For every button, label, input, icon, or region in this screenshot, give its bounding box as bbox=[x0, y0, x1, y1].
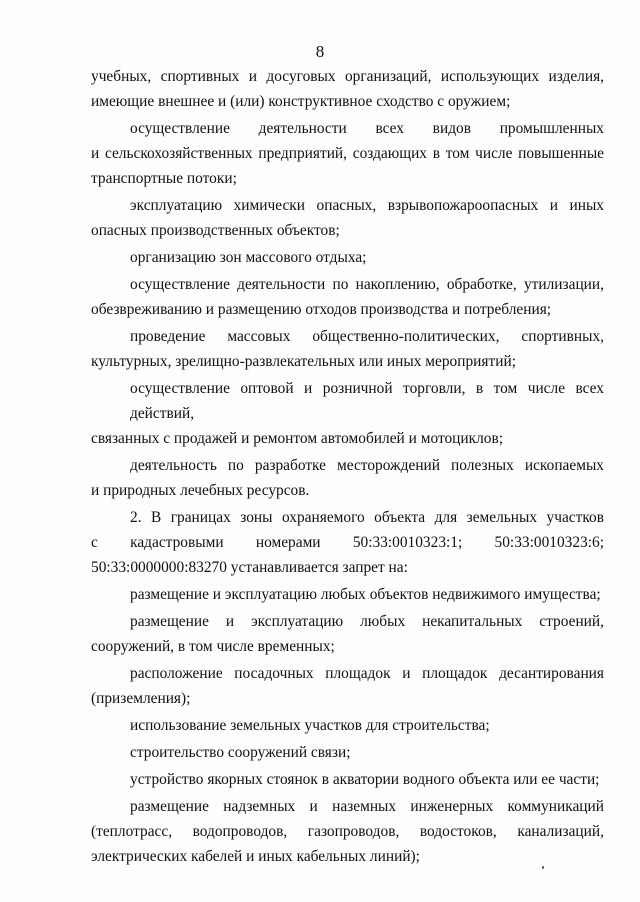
text-line: размещение и эксплуатацию любых некапитальных строений, bbox=[130, 613, 604, 630]
text-line: эксплуатацию химически опасных, взрывопожароопасных и иных bbox=[130, 197, 604, 214]
text-line: осуществление оптовой и розничной торговли, в том числе всех действий, bbox=[130, 380, 604, 422]
paragraph bbox=[91, 272, 604, 322]
paragraph bbox=[91, 245, 604, 270]
document-body bbox=[91, 64, 604, 871]
paragraph bbox=[91, 582, 604, 607]
text-line: (теплотрасс, водопроводов, газопроводов, водостоков, канализаций, bbox=[91, 823, 604, 840]
text-line: деятельность по разработке месторождений полезных ископаемых bbox=[130, 457, 604, 474]
page-number: 8 bbox=[315, 42, 325, 61]
paragraph bbox=[91, 661, 604, 711]
paragraph bbox=[91, 376, 604, 451]
text-line: 50:33:0000000:83270 устанавливается запрет на: bbox=[91, 559, 408, 576]
text-line: использование земельных участков для строительства; bbox=[130, 717, 490, 734]
text-line: размещение надземных и наземных инженерных коммуникаций bbox=[130, 798, 604, 815]
text-line: осуществление деятельности по накоплению, обработке, утилизации, bbox=[130, 276, 604, 293]
paragraph bbox=[91, 324, 604, 374]
text-line: осуществление деятельности всех видов промышленных bbox=[130, 120, 604, 137]
paragraph bbox=[91, 64, 604, 114]
text-line: имеющие внешнее и (или) конструктивное сходство с оружием; bbox=[91, 93, 511, 110]
paragraph bbox=[91, 609, 604, 659]
text-line: и сельскохозяйственных предприятий, создающих в том числе повышенные bbox=[91, 145, 604, 162]
paragraph bbox=[91, 453, 604, 503]
paragraph bbox=[91, 116, 604, 191]
text-line: и природных лечебных ресурсов. bbox=[91, 482, 310, 499]
text-line: устройство якорных стоянок в акватории водного объекта или ее части; bbox=[130, 771, 600, 788]
text-line: культурных, зрелищно-развлекательных или иных мероприятий; bbox=[91, 353, 516, 370]
paragraph bbox=[91, 767, 604, 792]
text-line: проведение массовых общественно-политических, спортивных, bbox=[130, 328, 604, 345]
text-line: строительство сооружений связи; bbox=[130, 744, 351, 761]
text-line: с кадастровыми номерами 50:33:0010323:1; 50:33:0010323:6; bbox=[91, 534, 604, 551]
text-line: транспортные потоки; bbox=[91, 170, 237, 187]
paragraph bbox=[91, 713, 604, 738]
text-line: связанных с продажей и ремонтом автомобилей и мотоциклов; bbox=[91, 430, 504, 447]
paragraph bbox=[91, 193, 604, 243]
text-line: размещение и эксплуатацию любых объектов недвижимого имущества; bbox=[130, 586, 601, 603]
paragraph bbox=[91, 794, 604, 869]
text-line: сооружений, в том числе временных; bbox=[91, 638, 335, 655]
scan-speck bbox=[542, 866, 544, 869]
paragraph bbox=[91, 505, 604, 580]
text-line: опасных производственных объектов; bbox=[91, 222, 340, 239]
text-line: электрических кабелей и иных кабельных линий); bbox=[91, 848, 420, 865]
text-line: (приземления); bbox=[91, 690, 191, 707]
text-line: 2. В границах зоны охраняемого объекта для земельных участков bbox=[130, 509, 604, 526]
text-line: расположение посадочных площадок и площадок десантирования bbox=[130, 665, 604, 682]
text-line: организацию зон массового отдыха; bbox=[130, 249, 367, 266]
text-line: обезвреживанию и размещению отходов производства и потребления; bbox=[91, 301, 552, 318]
text-line: учебных, спортивных и досуговых организаций, использующих изделия, bbox=[91, 68, 604, 85]
paragraph bbox=[91, 740, 604, 765]
